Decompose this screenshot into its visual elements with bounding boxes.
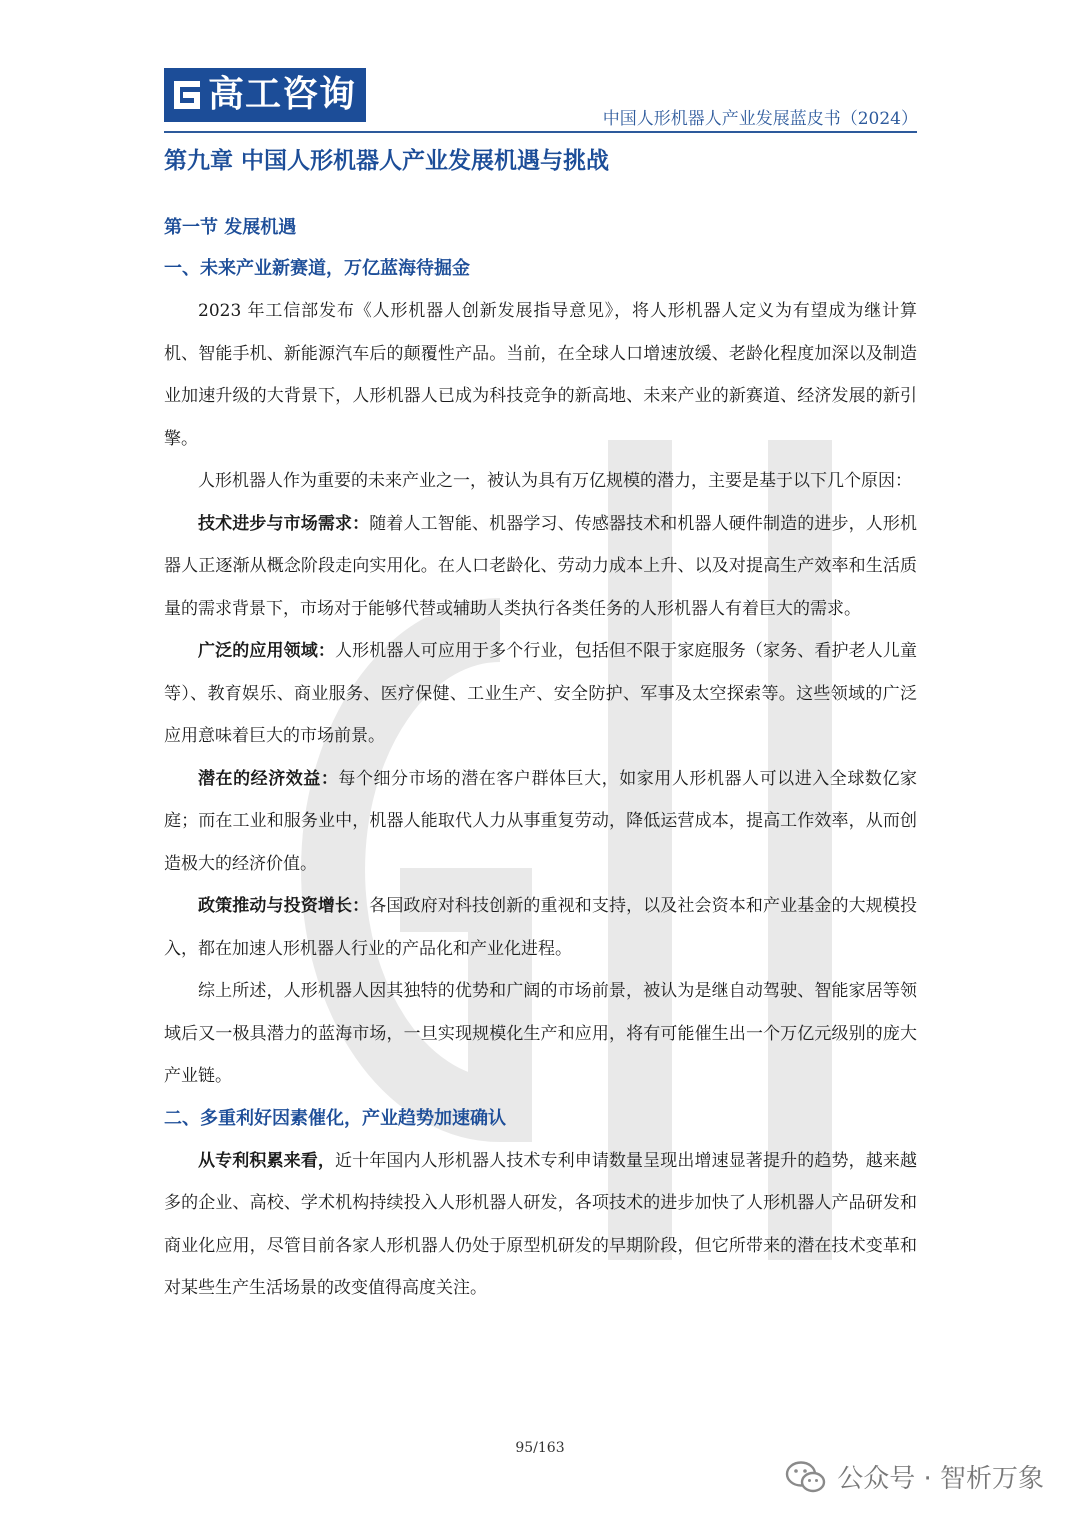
chapter-title: 第九章 中国人形机器人产业发展机遇与挑战 [164,148,610,174]
paragraph-lead: 政策推动与投资增长： [198,896,370,916]
paragraph: 潜在的经济效益：每个细分市场的潜在客户群体巨大，如家用人形机器人可以进入全球数亿家庭；而在工业和服务业中，机器人能取代人力从事重复劳动，降低运营成本，提高工作效率，从而创造极大的经济价值。 [164,768,918,874]
paragraph-lead: 从专利积累来看， [198,1150,335,1171]
page-number: 95/163 [515,1440,565,1456]
paragraph: 政策推动与投资增长：各国政府对科技创新的重视和支持，以及社会资本和产业基金的大规模投入，都在加速人形机器人行业的产品化和产业化进程。 [164,896,918,959]
paragraph: 2023 年工信部发布《人形机器人创新发展指导意见》，将人形机器人定义为有望成为继计算机、智能手机、新能源汽车后的颠覆性产品。当前，在全球人口增速放缓、老龄化程度加深以及制造业加速升级的大背景下，人形机器人已成为科技竞争的新高地、未来产业的新赛道、经济发展的新引擎。 [164,301,917,449]
paragraph-lead: 潜在的经济效益： [198,768,339,789]
paragraph-lead: 广泛的应用领域： [198,641,335,661]
document-title: 中国人形机器人产业发展蓝皮书（2024） [602,109,918,129]
paragraph: 广泛的应用领域：人形机器人可应用于多个行业，包括但不限于家庭服务（家务、看护老人儿童等）、教育娱乐、商业服务、医疗保健、工业生产、安全防护、军事及太空探索等。这些领域的广泛应用意味着巨大的市场前景。 [164,641,918,746]
paragraph-lead: 技术进步与市场需求： [198,513,370,534]
page-content [164,140,917,1310]
paragraph: 技术进步与市场需求：随着人工智能、机器学习、传感器技术和机器人硬件制造的进步，人形机器人正逐渐从概念阶段走向实用化。在人口老龄化、劳动力成本上升、以及对提高生产效率和生活质量的需求背景下，市场对于能够代替或辅助人类执行各类任务的人形机器人有着巨大的需求。 [164,513,918,619]
company-logo [164,68,366,122]
paragraph: 人形机器人作为重要的未来产业之一，被认为具有万亿规模的潜力，主要是基于以下几个原因： [198,471,912,491]
wechat-icon [785,1459,827,1495]
wechat-account-name: 公众号 · 智析万象 [837,1464,1044,1494]
header-divider [164,131,917,133]
wechat-account-badge [785,1458,1044,1495]
paragraph: 综上所述，人形机器人因其独特的优势和广阔的市场前景，被认为是继自动驾驶、智能家居等领域后又一极具潜力的蓝海市场，一旦实现规模化生产和应用，将有可能催生出一个万亿元级别的庞大产业链。 [164,981,917,1086]
paragraph: 从专利积累来看，近十年国内人形机器人技术专利申请数量呈现出增速显著提升的趋势，越来越多的企业、高校、学术机构持续投入人形机器人研发，各项技术的进步加快了人形机器人产品研发和商业化应用，尽管目前各家人形机器人仍处于原型机研发的早期阶段，但它所带来的潜在技术变革和对某些生产生活场景的改变值得高度关注。 [164,1150,918,1298]
subsection-title-1: 一、未来产业新赛道，万亿蓝海待掘金 [164,258,470,279]
logo-text: 高工咨询 [208,74,357,115]
subsection-title-2: 二、多重利好因素催化，产业趋势加速确认 [164,1107,506,1129]
section-title: 第一节 发展机遇 [164,217,297,238]
g-logo-icon [164,68,208,122]
